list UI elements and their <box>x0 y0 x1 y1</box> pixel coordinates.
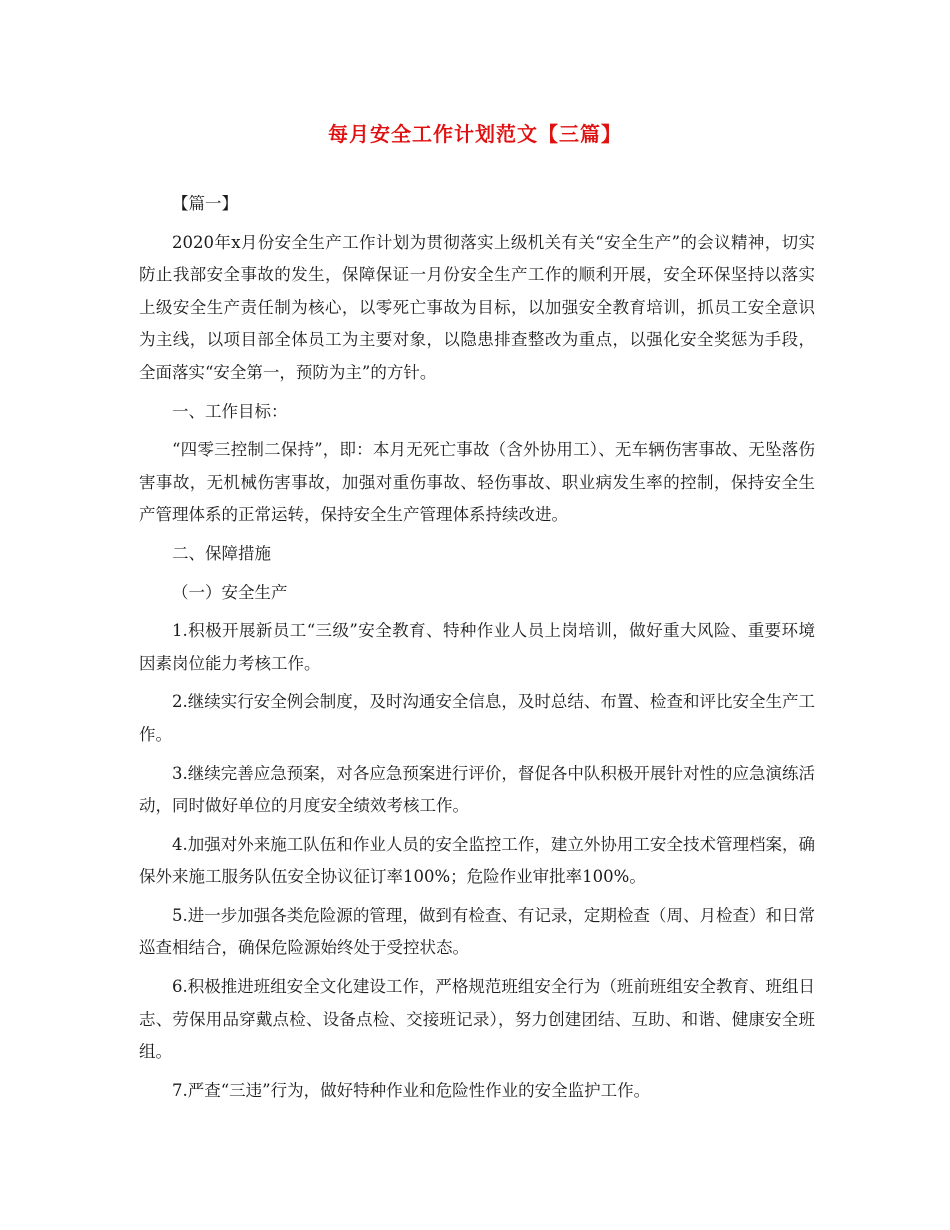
safety-subheading: （一）安全生产 <box>172 582 288 602</box>
measure-item-2: 2.继续实行安全例会制度，及时沟通安全信息，及时总结、布置、检查和评比安全生产工作。 <box>139 692 815 744</box>
document-title: 每月安全工作计划范文【三篇】 <box>328 122 622 146</box>
goal-heading: 一、工作目标： <box>172 401 288 421</box>
document-body <box>139 188 815 1113</box>
measure-item-7: 7.严查“三违”行为，做好特种作业和危险性作业的安全监护工作。 <box>172 1080 651 1100</box>
goal-paragraph: “四零三控制二保持”，即：本月无死亡事故（含外协用工）、无车辆伤害事故、无坠落伤害事故，无机械伤害事故，加强对重伤事故、轻伤事故、职业病发生率的控制，保持安全生产管理体系的正常运转，保持安全生产管理体系持续改进。 <box>139 440 815 525</box>
measure-item-6: 6.积极推进班组安全文化建设工作，严格规范班组安全行为（班前班组安全教育、班组日志、劳保用品穿戴点检、设备点检、交接班记录），努力创建团结、互助、和谐、健康安全班组。 <box>139 977 815 1062</box>
measure-item-1: 1.积极开展新员工“三级”安全教育、特种作业人员上岗培训，做好重大风险、重要环境因素岗位能力考核工作。 <box>139 621 815 673</box>
intro-paragraph: 2020年x月份安全生产工作计划为贯彻落实上级机关有关“安全生产”的会议精神，切实防止我部安全事故的发生，保障保证一月份安全生产工作的顺利开展，安全环保坚持以落实上级安全生产责任制为核心，以零死亡事故为目标，以加强安全教育培训，抓员工安全意识为主线，以项目部全体员工为主要对象，以隐患排查整改为重点，以强化安全奖惩为手段，全面落实“安全第一，预防为主”的方针。 <box>139 232 815 382</box>
measures-heading: 二、保障措施 <box>172 543 271 563</box>
measure-item-5: 5.进一步加强各类危险源的管理，做到有检查、有记录，定期检查（周、月检查）和日常巡查相结合，确保危险源始终处于受控状态。 <box>139 905 815 958</box>
measure-item-3: 3.继续完善应急预案，对各应急预案进行评价，督促各中队积极开展针对性的应急演练活动，同时做好单位的月度安全绩效考核工作。 <box>139 763 815 816</box>
section-heading: 【篇一】 <box>172 194 238 213</box>
measure-item-4: 4.加强对外来施工队伍和作业人员的安全监控工作，建立外协用工安全技术管理档案，确保外来施工服务队伍安全协议征订率100%；危险作业审批率100%。 <box>139 834 815 887</box>
